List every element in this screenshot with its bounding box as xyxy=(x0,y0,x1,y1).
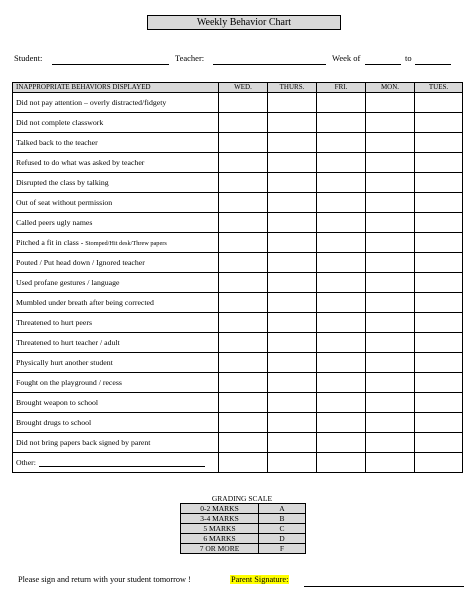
mark-cell-mon[interactable] xyxy=(366,273,415,293)
mark-cell-fri[interactable] xyxy=(317,233,366,253)
mark-cell-thurs[interactable] xyxy=(268,453,317,473)
other-behavior-cell xyxy=(13,453,219,473)
grading-scale-table xyxy=(180,503,306,554)
grading-row xyxy=(181,524,306,534)
behavior-detail: Stomped/Hit desk/Threw papers xyxy=(85,240,167,247)
table-row xyxy=(13,433,463,453)
mark-cell-fri[interactable] xyxy=(317,93,366,113)
table-row xyxy=(13,173,463,193)
behavior-text: Pitched a fit in class - xyxy=(16,238,84,247)
mark-cell-tues[interactable] xyxy=(415,133,463,153)
week-of-label: Week of xyxy=(332,53,361,63)
mark-cell-tues[interactable] xyxy=(415,233,463,253)
mark-cell-tues[interactable] xyxy=(415,93,463,113)
mark-cell-wed[interactable] xyxy=(219,353,268,373)
mark-cell-fri[interactable] xyxy=(317,333,366,353)
behavior-label xyxy=(13,93,219,113)
mark-cell-fri[interactable] xyxy=(317,153,366,173)
mark-cell-thurs[interactable] xyxy=(268,213,317,233)
mark-cell-fri[interactable] xyxy=(317,353,366,373)
mark-cell-thurs[interactable] xyxy=(268,293,317,313)
behavior-label xyxy=(13,133,219,153)
mark-cell-wed[interactable] xyxy=(219,133,268,153)
mark-cell-mon[interactable] xyxy=(366,193,415,213)
mark-cell-tues[interactable] xyxy=(415,113,463,133)
mark-cell-fri[interactable] xyxy=(317,273,366,293)
mark-cell-mon[interactable] xyxy=(366,113,415,133)
mark-cell-mon[interactable] xyxy=(366,393,415,413)
behavior-text: Brought weapon to school xyxy=(16,398,99,407)
mark-cell-tues[interactable] xyxy=(415,393,463,413)
mark-cell-thurs[interactable] xyxy=(268,273,317,293)
behavior-table-body xyxy=(13,93,463,473)
table-row xyxy=(13,213,463,233)
mark-cell-fri[interactable] xyxy=(317,213,366,233)
grading-marks: 5 MARKS xyxy=(181,524,259,534)
behavior-text: Mumbled under breath after being corrected xyxy=(16,298,154,307)
behavior-label xyxy=(13,373,219,393)
mark-cell-wed[interactable] xyxy=(219,393,268,413)
behavior-label xyxy=(13,333,219,353)
mark-cell-mon[interactable] xyxy=(366,93,415,113)
grading-row xyxy=(181,514,306,524)
mark-cell-wed[interactable] xyxy=(219,233,268,253)
behavior-text: Out of seat without permission xyxy=(16,198,113,207)
mark-cell-tues[interactable] xyxy=(415,273,463,293)
mark-cell-wed[interactable] xyxy=(219,453,268,473)
mark-cell-fri[interactable] xyxy=(317,293,366,313)
behavior-label xyxy=(13,293,219,313)
mark-cell-wed[interactable] xyxy=(219,413,268,433)
table-row xyxy=(13,293,463,313)
table-row xyxy=(13,93,463,113)
mark-cell-mon[interactable] xyxy=(366,413,415,433)
table-row xyxy=(13,233,463,253)
mark-cell-mon[interactable] xyxy=(366,233,415,253)
behavior-text: Talked back to the teacher xyxy=(16,138,98,147)
mark-cell-fri[interactable] xyxy=(317,373,366,393)
chart-title: Weekly Behavior Chart xyxy=(147,15,341,30)
behavior-label xyxy=(13,413,219,433)
mark-cell-wed[interactable] xyxy=(219,273,268,293)
mark-cell-wed[interactable] xyxy=(219,333,268,353)
mark-cell-thurs[interactable] xyxy=(268,373,317,393)
behavior-label xyxy=(13,213,219,233)
mark-cell-fri[interactable] xyxy=(317,393,366,413)
behavior-text: Threatened to hurt teacher / adult xyxy=(16,338,120,347)
grading-grade: B xyxy=(259,514,306,524)
mark-cell-fri[interactable] xyxy=(317,253,366,273)
mark-cell-fri[interactable] xyxy=(317,133,366,153)
mark-cell-mon[interactable] xyxy=(366,453,415,473)
mark-cell-mon[interactable] xyxy=(366,293,415,313)
behavior-label xyxy=(13,273,219,293)
mark-cell-thurs[interactable] xyxy=(268,113,317,133)
behavior-text: Called peers ugly names xyxy=(16,218,93,227)
mark-cell-fri[interactable] xyxy=(317,433,366,453)
header-mon: MON. xyxy=(366,83,415,93)
behavior-label xyxy=(13,253,219,273)
grading-row xyxy=(181,504,306,514)
header-tues: TUES. xyxy=(415,83,463,93)
table-row xyxy=(13,253,463,273)
mark-cell-wed[interactable] xyxy=(219,93,268,113)
mark-cell-wed[interactable] xyxy=(219,173,268,193)
table-row xyxy=(13,273,463,293)
week-start-field[interactable] xyxy=(365,53,401,65)
table-row xyxy=(13,333,463,353)
behavior-label xyxy=(13,353,219,373)
mark-cell-wed[interactable] xyxy=(219,293,268,313)
student-field[interactable] xyxy=(52,53,169,65)
behavior-label xyxy=(13,193,219,213)
behavior-text: Fought on the playground / recess xyxy=(16,378,122,387)
behavior-text: Did not pay attention – overly distracted/fidgety xyxy=(16,98,167,107)
table-row xyxy=(13,193,463,213)
mark-cell-wed[interactable] xyxy=(219,313,268,333)
behavior-text: Used profane gestures / language xyxy=(16,278,120,287)
behavior-label xyxy=(13,113,219,133)
table-row xyxy=(13,413,463,433)
grading-marks: 3-4 MARKS xyxy=(181,514,259,524)
mark-cell-mon[interactable] xyxy=(366,433,415,453)
behavior-text: Disrupted the class by talking xyxy=(16,178,109,187)
table-row xyxy=(13,393,463,413)
table-row xyxy=(13,153,463,173)
mark-cell-tues[interactable] xyxy=(415,453,463,473)
behavior-label xyxy=(13,393,219,413)
mark-cell-mon[interactable] xyxy=(366,333,415,353)
mark-cell-mon[interactable] xyxy=(366,173,415,193)
footer xyxy=(18,575,464,587)
other-behavior-field[interactable] xyxy=(39,458,205,467)
teacher-label: Teacher: xyxy=(175,53,205,63)
mark-cell-wed[interactable] xyxy=(219,433,268,453)
grading-row xyxy=(181,534,306,544)
teacher-field[interactable] xyxy=(213,53,326,65)
mark-cell-thurs[interactable] xyxy=(268,233,317,253)
mark-cell-mon[interactable] xyxy=(366,313,415,333)
mark-cell-thurs[interactable] xyxy=(268,153,317,173)
mark-cell-wed[interactable] xyxy=(219,113,268,133)
mark-cell-thurs[interactable] xyxy=(268,353,317,373)
mark-cell-thurs[interactable] xyxy=(268,133,317,153)
behavior-label xyxy=(13,173,219,193)
mark-cell-mon[interactable] xyxy=(366,133,415,153)
header-thurs: THURS. xyxy=(268,83,317,93)
grading-grade: D xyxy=(259,534,306,544)
student-label: Student: xyxy=(14,53,43,63)
table-row xyxy=(13,133,463,153)
mark-cell-fri[interactable] xyxy=(317,413,366,433)
mark-cell-wed[interactable] xyxy=(219,193,268,213)
mark-cell-wed[interactable] xyxy=(219,253,268,273)
table-header-row xyxy=(13,83,463,93)
mark-cell-thurs[interactable] xyxy=(268,393,317,413)
parent-signature-field[interactable] xyxy=(304,575,464,587)
grading-marks: 6 MARKS xyxy=(181,534,259,544)
mark-cell-wed[interactable] xyxy=(219,153,268,173)
mark-cell-tues[interactable] xyxy=(415,213,463,233)
behavior-text: Physically hurt another student xyxy=(16,358,113,367)
behavior-text: Refused to do what was asked by teacher xyxy=(16,158,145,167)
mark-cell-thurs[interactable] xyxy=(268,93,317,113)
mark-cell-fri[interactable] xyxy=(317,453,366,473)
behavior-label xyxy=(13,433,219,453)
mark-cell-thurs[interactable] xyxy=(268,193,317,213)
grading-grade: F xyxy=(259,544,306,554)
mark-cell-tues[interactable] xyxy=(415,293,463,313)
grading-grade: A xyxy=(259,504,306,514)
header-wed: WED. xyxy=(219,83,268,93)
mark-cell-tues[interactable] xyxy=(415,153,463,173)
mark-cell-mon[interactable] xyxy=(366,353,415,373)
behavior-text: Brought drugs to school xyxy=(16,418,92,427)
grading-marks: 7 OR MORE xyxy=(181,544,259,554)
parent-signature-label: Parent Signature: xyxy=(231,575,289,584)
mark-cell-thurs[interactable] xyxy=(268,433,317,453)
mark-cell-tues[interactable] xyxy=(415,333,463,353)
grading-scale-title: GRADING SCALE xyxy=(211,494,273,503)
mark-cell-tues[interactable] xyxy=(415,413,463,433)
mark-cell-thurs[interactable] xyxy=(268,253,317,273)
mark-cell-tues[interactable] xyxy=(415,353,463,373)
mark-cell-tues[interactable] xyxy=(415,253,463,273)
mark-cell-mon[interactable] xyxy=(366,373,415,393)
table-row xyxy=(13,113,463,133)
mark-cell-mon[interactable] xyxy=(366,213,415,233)
mark-cell-thurs[interactable] xyxy=(268,413,317,433)
grading-row xyxy=(181,544,306,554)
mark-cell-tues[interactable] xyxy=(415,193,463,213)
mark-cell-fri[interactable] xyxy=(317,313,366,333)
grading-marks: 0-2 MARKS xyxy=(181,504,259,514)
grading-grade: C xyxy=(259,524,306,534)
mark-cell-thurs[interactable] xyxy=(268,333,317,353)
mark-cell-tues[interactable] xyxy=(415,313,463,333)
info-row xyxy=(10,53,464,67)
mark-cell-mon[interactable] xyxy=(366,253,415,273)
header-fri: FRI. xyxy=(317,83,366,93)
mark-cell-tues[interactable] xyxy=(415,173,463,193)
mark-cell-thurs[interactable] xyxy=(268,313,317,333)
behavior-label xyxy=(13,153,219,173)
mark-cell-mon[interactable] xyxy=(366,153,415,173)
behavior-text: Did not complete classwork xyxy=(16,118,104,127)
behavior-text: Threatened to hurt peers xyxy=(16,318,92,327)
mark-cell-thurs[interactable] xyxy=(268,173,317,193)
to-label: to xyxy=(405,53,412,63)
week-end-field[interactable] xyxy=(415,53,451,65)
mark-cell-fri[interactable] xyxy=(317,193,366,213)
table-row-other xyxy=(13,453,463,473)
behavior-table xyxy=(12,82,463,473)
behavior-chart-sheet xyxy=(10,10,464,603)
behavior-label xyxy=(13,233,219,253)
header-behaviors: INAPPROPRIATE BEHAVIORS DISPLAYED xyxy=(13,83,219,93)
mark-cell-fri[interactable] xyxy=(317,173,366,193)
mark-cell-tues[interactable] xyxy=(415,373,463,393)
grading-scale-body xyxy=(181,504,306,554)
return-instruction: Please sign and return with your student tomorrow ! xyxy=(18,575,191,584)
mark-cell-fri[interactable] xyxy=(317,113,366,133)
table-row xyxy=(13,313,463,333)
table-row xyxy=(13,353,463,373)
behavior-label xyxy=(13,313,219,333)
behavior-text: Pouted / Put head down / Ignored teacher xyxy=(16,258,145,267)
behavior-text: Did not bring papers back signed by parent xyxy=(16,438,151,447)
mark-cell-wed[interactable] xyxy=(219,373,268,393)
mark-cell-wed[interactable] xyxy=(219,213,268,233)
mark-cell-tues[interactable] xyxy=(415,433,463,453)
other-label: Other: xyxy=(16,458,36,467)
table-row xyxy=(13,373,463,393)
